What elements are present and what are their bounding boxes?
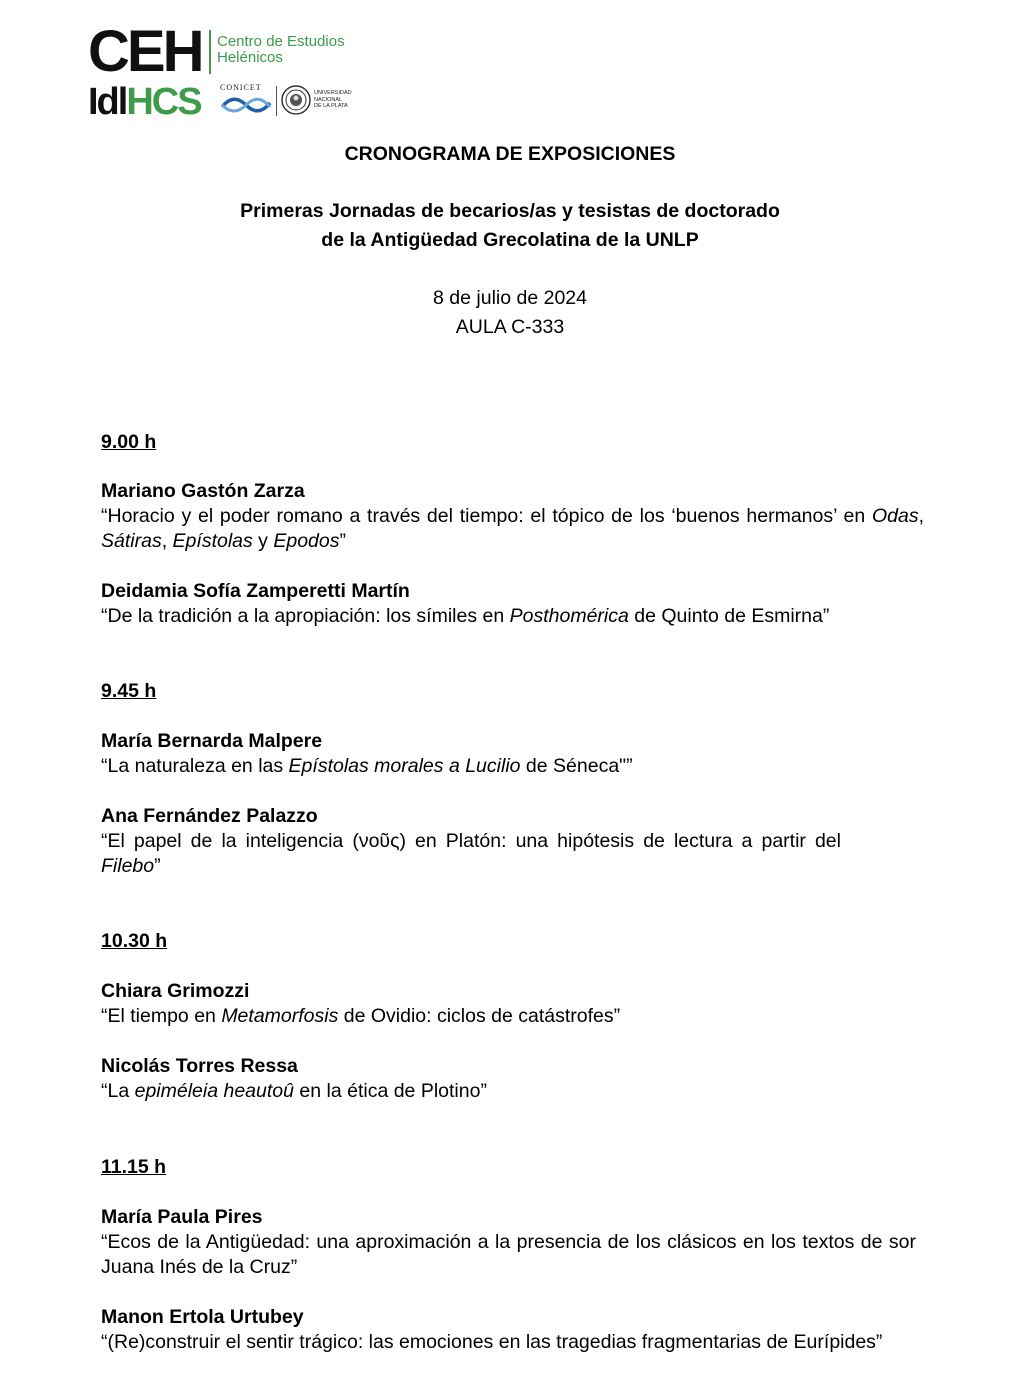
talk-title bbox=[101, 604, 924, 629]
title-part-italic: epiméleia heautoû bbox=[134, 1080, 294, 1102]
ceh-divider bbox=[209, 30, 211, 74]
title-part-italic: Odas bbox=[871, 505, 919, 527]
logo-separator bbox=[276, 86, 277, 116]
speaker-name: Ana Fernández Palazzo bbox=[101, 805, 318, 827]
title-part: , bbox=[918, 505, 924, 527]
talk-title bbox=[101, 504, 924, 554]
event-date: 8 de julio de 2024 bbox=[433, 287, 587, 309]
session-time: 9.45 h bbox=[101, 680, 157, 702]
title-part: “Horacio y el poder romano a través del tiempo: el tópico de los ‘buenos hermanos’ en bbox=[101, 505, 872, 527]
speaker-name: María Bernarda Malpere bbox=[101, 730, 323, 752]
speaker-name: Chiara Grimozzi bbox=[101, 980, 250, 1002]
speaker-name: Manon Ertola Urtubey bbox=[101, 1306, 304, 1328]
ceh-logo-text: CEH bbox=[88, 19, 202, 84]
ceh-name-line-1: Centro de Estudios bbox=[217, 33, 345, 50]
title-part: “De la tradición a la apropiación: los símiles en bbox=[101, 605, 510, 627]
speaker-name: María Paula Pires bbox=[101, 1206, 263, 1228]
talk-title bbox=[101, 829, 841, 879]
session-time: 9.00 h bbox=[101, 431, 157, 453]
talk-title bbox=[101, 1230, 916, 1280]
title-part: de Quinto de Esmirna” bbox=[628, 605, 830, 627]
conicet-label: CONICET bbox=[220, 83, 262, 92]
title-part: “El tiempo en bbox=[101, 1005, 222, 1027]
event-room: AULA C-333 bbox=[455, 316, 565, 338]
idihcs-logo-text bbox=[88, 82, 201, 122]
title-part: “(Re)construir el sentir trágico: las emociones en las tragedias fragmentarias de Eurípides” bbox=[101, 1331, 883, 1353]
title-part: ” bbox=[154, 855, 161, 877]
title-part-italic: Posthomérica bbox=[509, 605, 629, 627]
title-part-italic: Epodos bbox=[273, 530, 340, 552]
talk-entry bbox=[101, 1305, 924, 1355]
speaker-name: Deidamia Sofía Zamperetti Martín bbox=[101, 580, 410, 602]
talk-title bbox=[101, 1079, 924, 1104]
speaker-name: Mariano Gastón Zarza bbox=[101, 480, 305, 502]
title-part-italic: Epístolas bbox=[172, 530, 253, 552]
unlp-name bbox=[314, 90, 352, 110]
title-part: de Séneca"” bbox=[520, 755, 633, 777]
talk-entry bbox=[101, 1205, 916, 1280]
title-part-italic: Filebo bbox=[101, 855, 155, 877]
session-time: 11.15 h bbox=[101, 1156, 167, 1178]
event-subtitle-line-2: de la Antigüedad Grecolatina de la UNLP bbox=[321, 229, 699, 251]
hcs-part: HCS bbox=[126, 81, 201, 123]
unlp-seal-icon bbox=[281, 85, 311, 115]
title-part: , bbox=[161, 530, 173, 552]
title-part: “La naturaleza en las bbox=[101, 755, 289, 777]
title-part: “El papel de la inteligencia (νοῦς) en Platón: una hipótesis de lectura a partir del bbox=[101, 830, 841, 852]
page-heading: CRONOGRAMA DE EXPOSICIONES bbox=[344, 143, 676, 165]
title-part: de Ovidio: ciclos de catástrofes” bbox=[338, 1005, 621, 1027]
talk-title bbox=[101, 754, 924, 779]
idl-part: Idl bbox=[88, 81, 127, 123]
talk-entry bbox=[101, 804, 841, 879]
talk-entry bbox=[101, 579, 924, 629]
ceh-full-name bbox=[217, 34, 345, 66]
title-part: en la ética de Plotino” bbox=[293, 1080, 487, 1102]
title-part: y bbox=[252, 530, 274, 552]
title-part: “Ecos de la Antigüedad: una aproximación a la presencia de los clásicos en los textos de sor Juana Inés de la Cruz” bbox=[101, 1231, 916, 1278]
talk-entry bbox=[101, 1054, 924, 1104]
unlp-line-1: UNIVERSIDAD bbox=[314, 90, 352, 96]
event-subtitle-line-1: Primeras Jornadas de becarios/as y tesistas de doctorado bbox=[240, 200, 780, 222]
ceh-name-line-2: Helénicos bbox=[217, 49, 283, 66]
talk-entry bbox=[101, 979, 924, 1029]
institution-logos bbox=[88, 19, 378, 124]
session-time: 10.30 h bbox=[101, 930, 168, 952]
talk-entry bbox=[101, 479, 924, 554]
title-part-italic: Sátiras bbox=[101, 530, 162, 552]
talk-title bbox=[101, 1330, 924, 1355]
conicet-logo-icon bbox=[218, 83, 274, 119]
title-part-italic: Metamorfosis bbox=[221, 1005, 339, 1027]
title-part: “La bbox=[101, 1080, 135, 1102]
title-part-italic: Epístolas morales a Lucilio bbox=[288, 755, 521, 777]
speaker-name: Nicolás Torres Ressa bbox=[101, 1055, 298, 1077]
unlp-line-2: NACIONAL bbox=[314, 96, 343, 103]
talk-entry bbox=[101, 729, 924, 779]
unlp-line-3: DE LA PLATA bbox=[314, 103, 348, 109]
title-part: ” bbox=[339, 530, 346, 552]
talk-title bbox=[101, 1004, 924, 1029]
